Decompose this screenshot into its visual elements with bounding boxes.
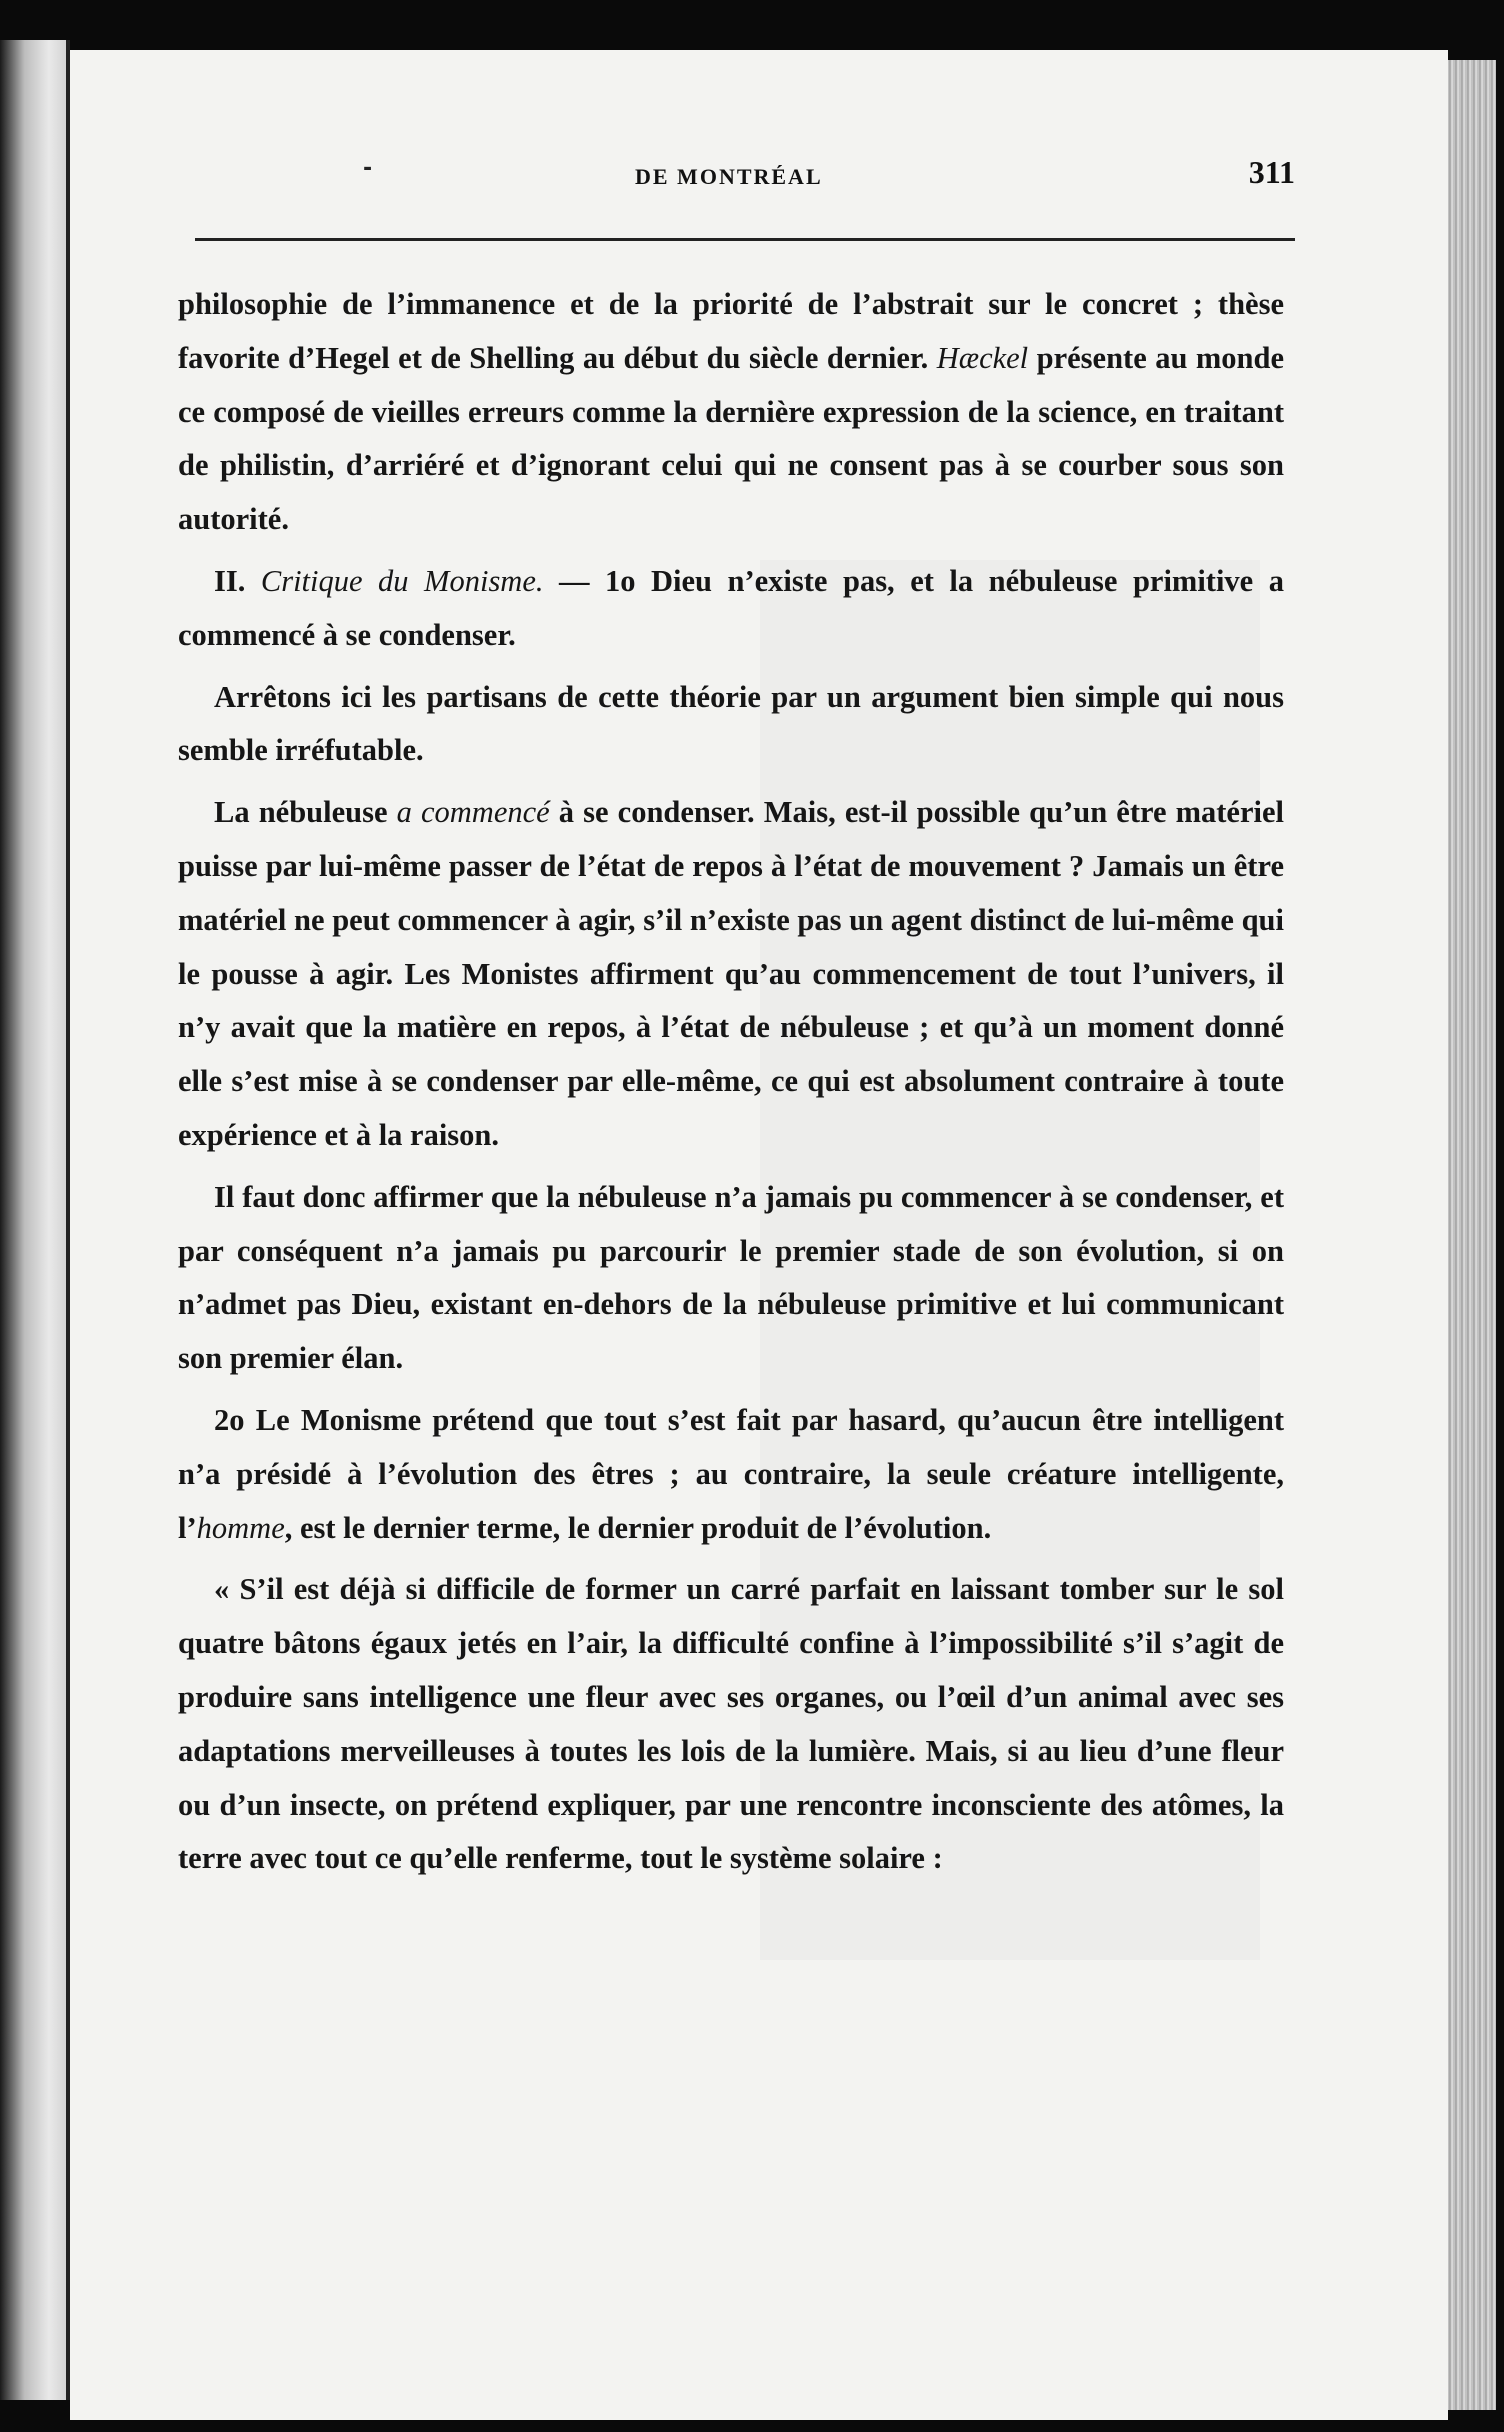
text-segment-italic: homme <box>196 1510 285 1545</box>
text-segment: La nébuleuse <box>214 795 397 830</box>
left-page-edge <box>0 40 70 2400</box>
page-number: 311 <box>1248 154 1295 190</box>
running-head: DE MONTRÉAL <box>635 164 823 189</box>
text-segment: — 1o Dieu n’existe pas, et la nébuleuse primitive a commencé à se condenser. <box>178 563 1284 652</box>
text-segment: II. <box>214 563 261 598</box>
paragraph <box>178 1171 1284 1386</box>
body-text <box>178 278 1284 1894</box>
text-segment: , est le dernier terme, le dernier produit de l’évolution. <box>284 1510 992 1545</box>
paragraph <box>178 671 1284 779</box>
paragraph <box>178 1563 1284 1886</box>
text-segment: Arrêtons ici les partisans de cette théorie par un argument bien simple qui nous semble irréfutable. <box>178 679 1284 768</box>
paragraph <box>178 555 1284 663</box>
header-mark: - <box>363 156 373 181</box>
paragraph <box>178 1394 1284 1555</box>
text-segment: Il faut donc affirmer que la nébuleuse n’a jamais pu commencer à se condenser, et par conséquent n’a jamais pu parcourir le premier stade de son évolution, si on n’admet pas Dieu, existant en-dehors de la nébuleuse primitive et lui communicant son premier élan. <box>178 1179 1284 1376</box>
paragraph <box>178 786 1284 1163</box>
paragraph <box>178 278 1284 547</box>
text-segment: 2o Le Monisme prétend que tout s’est fait par hasard, qu’aucun être intelligent n’a présidé à l’évolution des êtres ; au contraire, la seule créature intelligente, l’ <box>178 1402 1284 1545</box>
page-header <box>195 150 1295 210</box>
text-segment-italic: Hæckel <box>936 340 1029 375</box>
right-page-edges <box>1448 60 1496 2410</box>
text-segment: à se condenser. Mais, est-il possible qu’un être matériel puisse par lui-même passer de l’état de repos à l’état de mouvement ? Jamais un être matériel ne peut commencer à agir, s’il n’existe pas un agent distinct de lui-même qui le pousse à agir. Les Monistes affirment qu’au commencement de tout l’univers, il n’y avait que la matière en repos, à l’état de nébuleuse ; et qu’à un moment donné elle s’est mise à se condenser par elle-même, ce qui est absolument contraire à toute expérience et à la raison. <box>178 795 1284 1152</box>
text-segment: « S’il est déjà si difficile de former un carré parfait en laissant tomber sur le sol quatre bâtons égaux jetés en l’air, la difficulté confine à l’impossibilité s’il s’agit de produire sans intelligence une fleur avec ses organes, ou l’œil d’un animal avec ses adaptations merveilleuses à toutes les lois de la lumière. Mais, si au lieu d’une fleur ou d’un insecte, on prétend expliquer, par une rencontre inconsciente des atômes, la terre avec tout ce qu’elle renferme, tout le système solaire : <box>178 1572 1284 1876</box>
text-segment: présente au monde ce composé de vieilles erreurs comme la dernière expression de la science, en traitant de philistin, d’arriéré et d’ignorant celui qui ne consent pas à se courber sous son autorité. <box>178 340 1284 537</box>
header-rule <box>195 238 1295 241</box>
text-segment-italic: Critique du Monisme. <box>260 563 544 598</box>
text-segment-italic: a commencé <box>396 795 550 830</box>
text-segment: philosophie de l’immanence et de la priorité de l’abstrait sur le concret ; thèse favorite d’Hegel et de Shelling au début du siècle dernier. <box>178 287 1284 375</box>
